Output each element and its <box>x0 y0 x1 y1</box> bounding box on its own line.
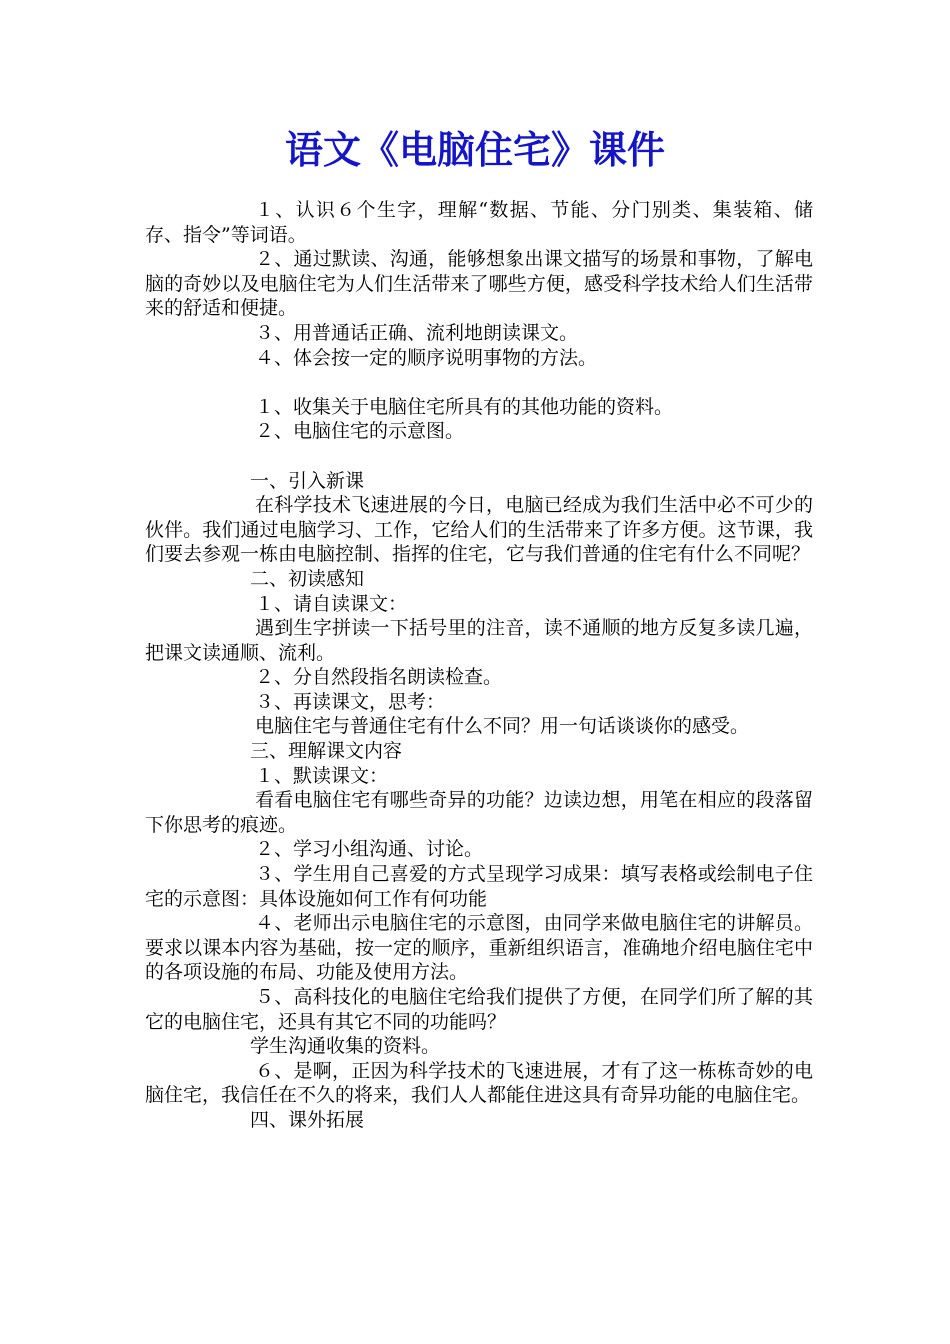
preparation-2: ２、电脑住宅的示意图。 <box>255 420 465 443</box>
understanding-step-2: ２、学习小组沟通、讨论。 <box>255 838 484 861</box>
section-heading-2: 二、初读感知 <box>250 567 365 590</box>
objective-1: １、认识６个生字，理解“数据、节能、分门别类、集装箱、储存、指令”等词语。 <box>145 199 813 246</box>
reading-step-3-detail: 电脑住宅与普通住宅有什么不同？用一句话谈谈你的感受。 <box>255 715 750 738</box>
reading-step-3: ３、再读课文，思考： <box>255 690 446 713</box>
intro-paragraph: 在科学技术飞速进展的今日，电脑已经成为我们生活中必不可少的伙伴。我们通过电脑学习、工作，它给人们的生活带来了许多方便。这节课，我们要去参观一栋由电脑控制、指挥的住宅，它与我们普通的住宅有什么不同呢？ <box>145 494 813 566</box>
understanding-step-1-detail: 看看电脑住宅有哪些奇异的功能？边读边想，用笔在相应的段落留下你思考的痕迹。 <box>145 789 813 836</box>
objective-2: ２、通过默读、沟通，能够想象出课文描写的场景和事物，了解电脑的奇妙以及电脑住宅为人们生活带来了哪些方便，感受科学技术给人们生活带来的舒适和便捷。 <box>145 248 813 320</box>
reading-step-2: ２、分自然段指名朗读检查。 <box>255 666 503 689</box>
understanding-step-6: ６、是啊，正因为科学技术的飞速进展，才有了这一栋栋奇妙的电脑住宅，我信任在不久的将来，我们人人都能住进这具有奇异功能的电脑住宅。 <box>145 1059 813 1107</box>
objective-3: ３、用普通话正确、流利地朗读课文。 <box>255 321 579 344</box>
objective-4: ４、体会按一定的顺序说明事物的方法。 <box>255 346 598 369</box>
spacer <box>145 444 813 469</box>
reading-step-1-detail: 遇到生字拼读一下括号里的注音，读不通顺的地方反复多读几遍，把课文读通顺、流利。 <box>145 617 813 664</box>
understanding-step-4: ４、老师出示电脑住宅的示意图，由同学来做电脑住宅的讲解员。要求以课本内容为基础，按一定的顺序，重新组织语言，准确地介绍电脑住宅中的各项设施的布局、功能及使用方法。 <box>145 912 813 984</box>
section-heading-3: 三、理解课文内容 <box>250 740 403 763</box>
reading-step-1: １、请自读课文： <box>255 592 408 615</box>
preparation-1: １、收集关于电脑住宅所具有的其他功能的资料。 <box>255 395 674 418</box>
document-title: 语文《电脑住宅》课件 <box>284 127 665 172</box>
section-heading-4: 四、课外拓展 <box>250 1108 365 1131</box>
section-heading-1: 一、引入新课 <box>250 469 365 492</box>
understanding-step-5: ５、高科技化的电脑住宅给我们提供了方便，在同学们所了解的其它的电脑住宅，还具有其它不同的功能吗？ <box>145 986 813 1033</box>
understanding-step-1: １、默读课文： <box>255 764 389 787</box>
understanding-step-5-detail: 学生沟通收集的资料。 <box>250 1035 441 1058</box>
understanding-step-3: ３、学生用自己喜爱的方式呈现学习成果：填写表格或绘制电子住宅的示意图：具体设施如何工作有何功能 <box>145 863 813 910</box>
document-body <box>145 198 813 1133</box>
spacer <box>145 370 813 395</box>
